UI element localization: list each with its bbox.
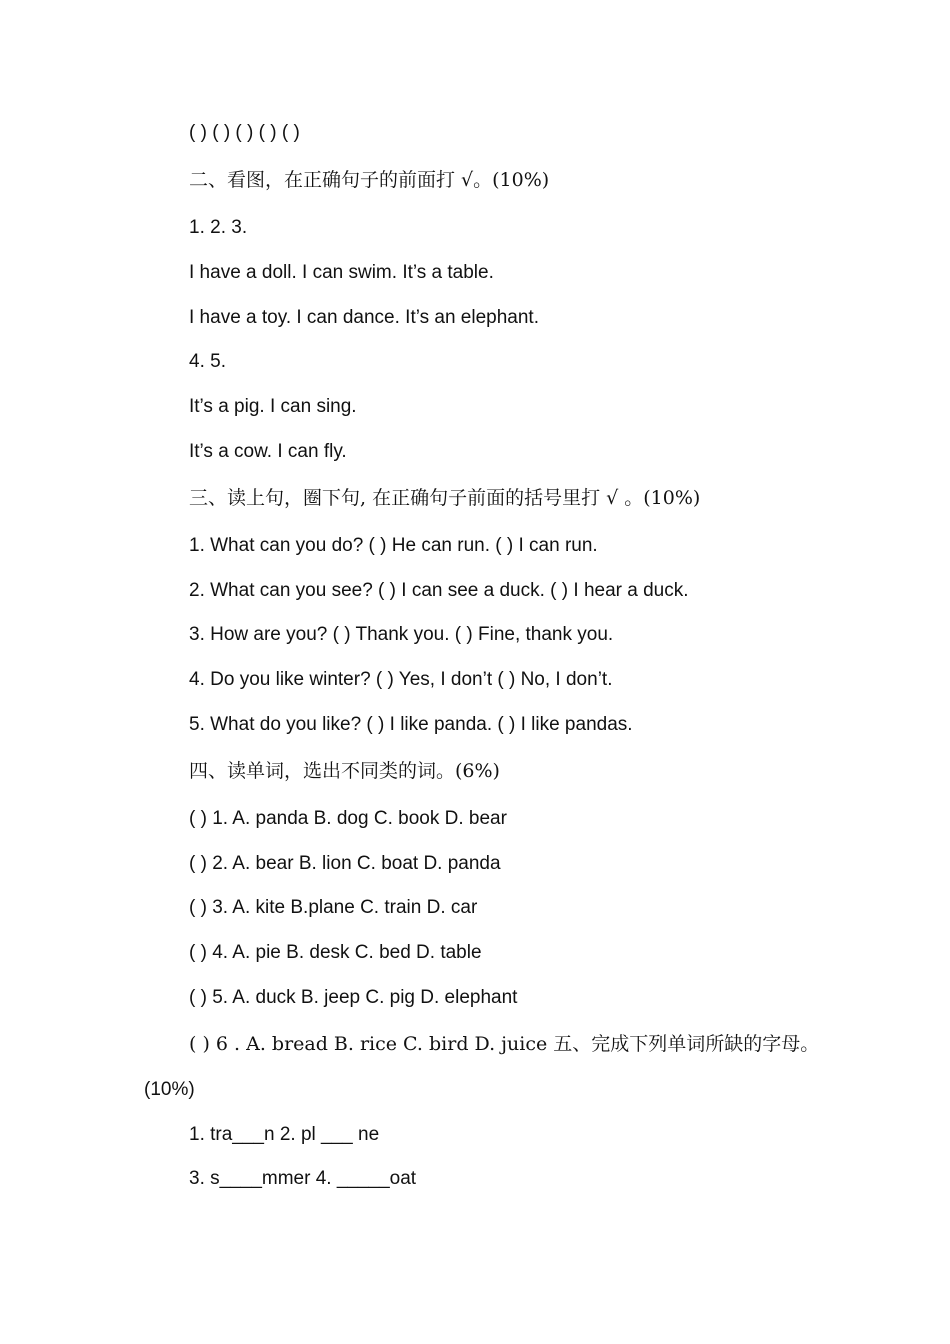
choice-item: ( ) 5. A. duck B. jeep C. pig D. elephant	[189, 987, 518, 1008]
question-item: 4. Do you like winter? ( ) Yes, I don’t ( ) No, I don’t.	[189, 669, 613, 690]
fill-in-row-2: 3. s____mmer 4. _____oat	[189, 1168, 417, 1189]
choice-item: ( ) 3. A. kite B.plane C. train D. car	[189, 897, 478, 918]
question-item: 2. What can you see? ( ) I can see a duck. ( ) I hear a duck.	[189, 580, 689, 601]
question-item: 1. What can you do? ( ) He can run. ( ) I can run.	[189, 535, 598, 556]
choice-item: ( ) 2. A. bear B. lion C. boat D. panda	[189, 853, 501, 874]
sentence-row-3: It’s a pig. I can sing.	[189, 396, 357, 417]
choice-item: ( ) 1. A. panda B. dog C. book D. bear	[189, 808, 507, 829]
section-3-heading: 三、读上句，圈下句, 在正确句子前面的括号里打 √ 。(10%)	[189, 487, 701, 509]
picture-numbers-row-2: 4. 5.	[189, 351, 226, 372]
sentence-row-4: It’s a cow. I can fly.	[189, 441, 347, 462]
choice-item: ( ) 4. A. pie B. desk C. bed D. table	[189, 942, 482, 963]
sentence-row-2: I have a toy. I can dance. It’s an elephant.	[189, 307, 539, 328]
section-4-heading: 四、读单词，选出不同类的词。(6%)	[189, 760, 500, 782]
question-item: 3. How are you? ( ) Thank you. ( ) Fine, thank you.	[189, 624, 614, 645]
sentence-row-1: I have a doll. I can swim. It’s a table.	[189, 262, 494, 283]
fill-in-row-1: 1. tra___n 2. pl ___ ne	[189, 1124, 380, 1145]
section-2-heading: 二、看图，在正确句子的前面打 √。(10%)	[189, 169, 550, 191]
question-item: 5. What do you like? ( ) I like panda. ( ) I like pandas.	[189, 714, 633, 735]
picture-numbers-row-1: 1. 2. 3.	[189, 217, 248, 238]
section-5-score: (10%)	[144, 1079, 195, 1100]
answer-brackets-row: ( ) ( ) ( ) ( ) ( )	[189, 122, 300, 143]
choice-item-with-section-5-heading: ( ) 6 . A. bread B. rice C. bird D. juice 五、完成下列单词所缺的字母。	[189, 1033, 820, 1055]
